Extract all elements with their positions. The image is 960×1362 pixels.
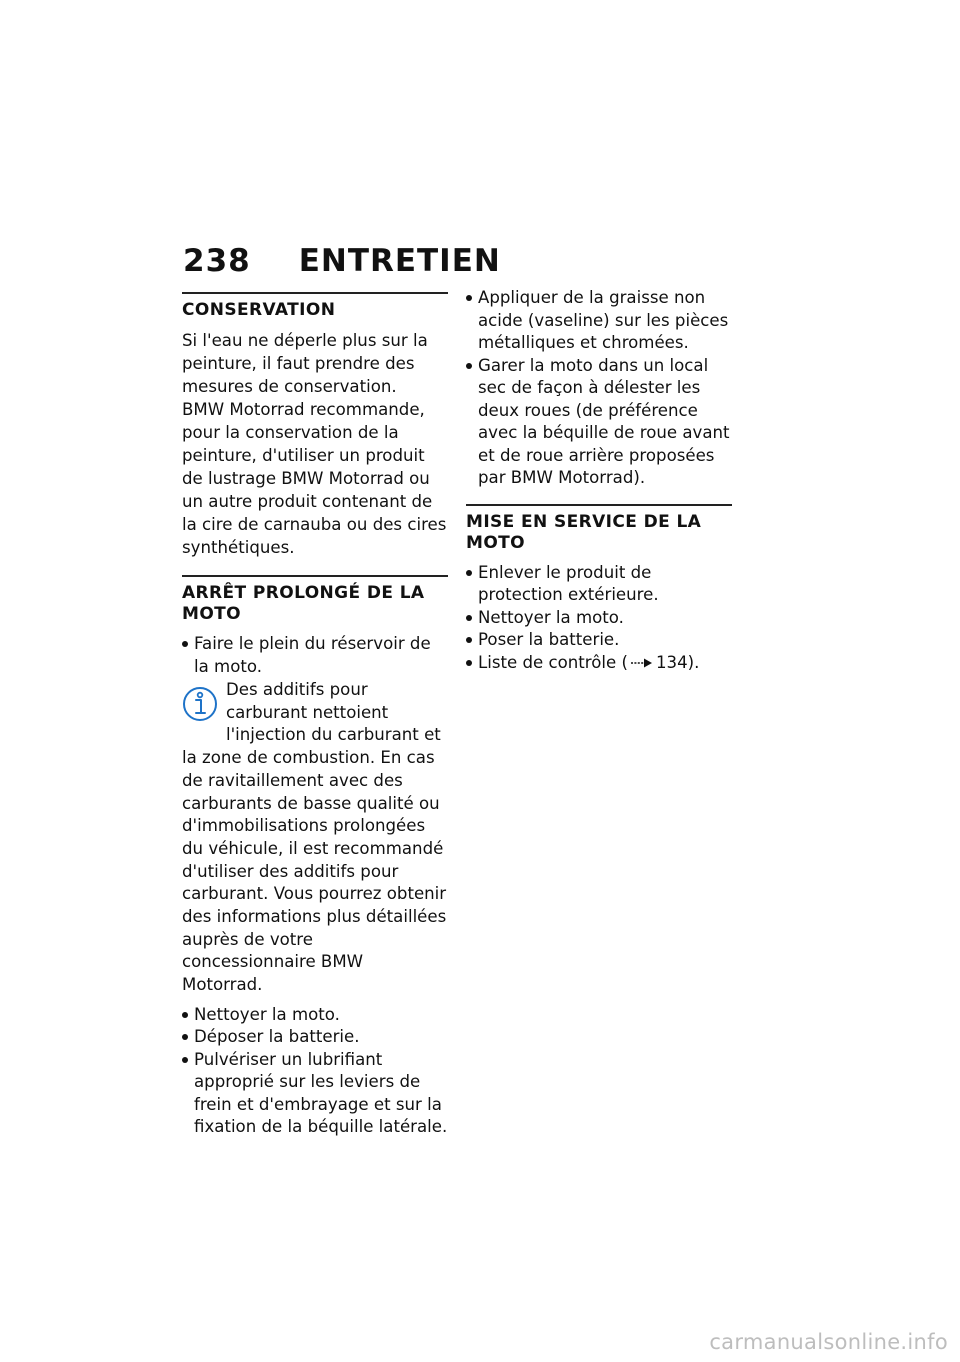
bullet-icon — [466, 570, 472, 576]
bullet-list — [466, 287, 732, 490]
page-reference-link[interactable]: 134 — [655, 652, 688, 672]
section-divider — [182, 575, 448, 577]
list-item-text: Pulvériser un lubrifiant approprié sur les leviers de frein et d'embrayage et sur la fixation de la béquille latérale. — [194, 1049, 448, 1137]
bullet-icon — [466, 637, 472, 643]
page-header — [183, 243, 501, 279]
list-item-suffix: ). — [687, 652, 700, 672]
section-title-arret: ARRÊT PROLONGÉ DE LA MOTO — [182, 583, 425, 624]
list-item — [182, 633, 448, 678]
list-item-text: Garer la moto dans un local sec de façon à délester les deux roues (de préférence avec la béquille de roue avant et de roue arrière proposées par BMW Motorrad). — [478, 355, 730, 487]
list-item — [466, 652, 732, 675]
bullet-icon — [466, 660, 472, 666]
bullet-list — [182, 1004, 448, 1139]
list-item-text: Enlever le produit de protection extérieure. — [478, 562, 659, 604]
bullet-icon — [182, 641, 188, 647]
left-column — [182, 292, 448, 1139]
paragraph: Si l'eau ne déperle plus sur la peinture, il faut prendre des mesures de conservation. — [182, 331, 428, 396]
note-text: Des additifs pour carburant nettoient l'injection du carburant et la zone de combustion. En cas de ravitaillement avec des carburants de basse qualité ou d'immobilisations prolongées du véhicule, il est recommandé d'utiliser des additifs pour carburant. Vous pourrez obtenir des informations plus détaillées auprès de votre concessionnaire BMW Motorrad. — [182, 680, 447, 995]
list-item-text: Nettoyer la moto. — [194, 1004, 340, 1024]
list-item — [466, 355, 732, 490]
bullet-icon — [466, 363, 472, 369]
info-icon — [182, 683, 218, 725]
section-title-conservation: CONSERVATION — [182, 300, 336, 320]
page-number: 238 — [183, 243, 251, 279]
bullet-icon — [182, 1012, 188, 1018]
bullet-list — [466, 562, 732, 675]
list-item-text: Faire le plein du réservoir de la moto. — [194, 634, 431, 676]
list-item-text: Appliquer de la graisse non acide (vaseline) sur les pièces métalliques et chromées. — [478, 288, 729, 352]
list-item-text: Nettoyer la moto. — [478, 607, 624, 627]
list-item — [466, 629, 732, 652]
arrow-reference-icon[interactable] — [630, 657, 654, 669]
list-item — [182, 1026, 448, 1049]
list-item — [182, 1049, 448, 1139]
section-divider — [182, 292, 448, 294]
list-item — [466, 562, 732, 607]
right-column — [466, 287, 732, 674]
list-item — [466, 287, 732, 355]
bullet-icon — [182, 1057, 188, 1063]
list-item-prefix: Liste de contrôle ( — [478, 652, 628, 672]
watermark: carmanualsonline.info — [709, 1330, 948, 1354]
section-title-mise-en-service: MISE EN SERVICE DE LA MOTO — [466, 511, 702, 553]
bullet-list — [182, 633, 448, 678]
list-item — [466, 607, 732, 630]
paragraph: BMW Motorrad recommande, pour la conservation de la peinture, d'utiliser un produit de lustrage BMW Motorrad ou un autre produit contenant de la cire de carnauba ou des cires synthétiques. — [182, 400, 447, 557]
list-item-text: Déposer la batterie. — [194, 1027, 360, 1047]
list-item — [182, 1004, 448, 1027]
bullet-icon — [466, 615, 472, 621]
section-divider — [466, 504, 732, 506]
chapter-title: ENTRETIEN — [298, 243, 501, 279]
bullet-icon — [466, 295, 472, 301]
info-note — [182, 679, 448, 997]
list-item-text: Poser la batterie. — [478, 630, 620, 649]
bullet-icon — [182, 1034, 188, 1040]
